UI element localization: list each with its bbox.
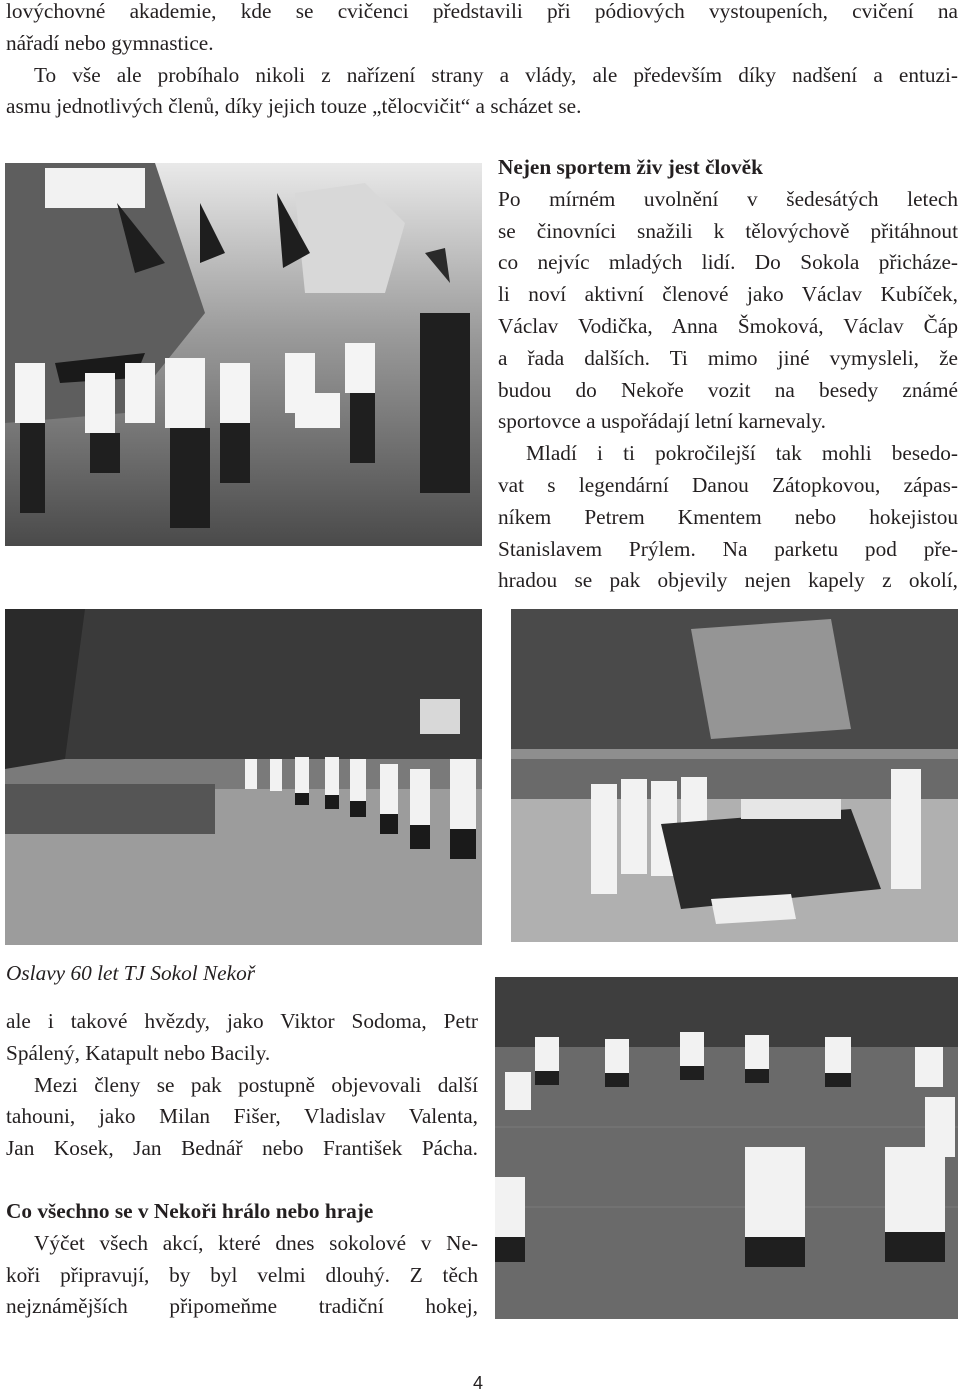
gymnasts-line-photo xyxy=(5,609,482,945)
text-line: To vše ale probíhalo nikoli z nařízení strany a vlády, ale především díky nadšení a entuzi- xyxy=(34,62,958,87)
trampoline-photo xyxy=(511,609,958,942)
text-line: koři připravují, by byl velmi dlouhý. Z těch xyxy=(6,1262,478,1287)
text-line: Jan Kosek, Jan Bednář nebo František Pácha. xyxy=(6,1136,478,1161)
text-line: lovýchovné akademie, kde se cvičenci představili při pódiových vystoupeních, cvičení na xyxy=(6,0,958,23)
text-line: Stanislavem Prýlem. Na parketu pod pře- xyxy=(498,536,958,561)
text-line: Mezi členy se pak postupně objevovali další xyxy=(34,1072,478,1097)
parade-photo-graphic xyxy=(5,163,482,546)
section-stars xyxy=(6,1006,478,1165)
trampoline-graphic xyxy=(511,609,958,942)
text-line: budou do Nekoře vozit na besedy známé xyxy=(498,377,958,402)
page-number: 4 xyxy=(473,1373,484,1393)
text-line: nejznámějších připomeňme tradiční hokej, xyxy=(6,1294,478,1319)
text-line: Po mírném uvolnění v šedesátých letech xyxy=(498,186,958,211)
section-heading: Nejen sportem živ jest člověk xyxy=(498,155,763,179)
text-line: asmu jednotlivých členů, díky jejich touze „tělocvičit“ a scházet se. xyxy=(6,94,582,119)
text-line: níkem Petrem Kmentem nebo hokejistou xyxy=(498,504,958,529)
text-line: Mladí i ti pokročilejší tak mohli besedo- xyxy=(526,441,958,466)
text-line: vat s legendární Danou Zátopkovou, zápas- xyxy=(498,472,958,497)
text-line: nářadí nebo gymnastice. xyxy=(6,30,214,55)
text-line: co nejvíc mladých lidí. Do Sokola přicháze- xyxy=(498,250,958,275)
text-line: Výčet všech akcí, které dnes sokolové v Ne- xyxy=(34,1230,478,1255)
section-heading: Co všechno se v Nekoři hrálo nebo hraje xyxy=(6,1199,374,1223)
children-gymnastics-graphic xyxy=(495,977,958,1319)
text-line: hradou se pak objevily nejen kapely z okolí, xyxy=(498,568,958,593)
text-line: se činovníci snažili k tělovýchově přitáhnout xyxy=(498,218,958,243)
text-line: a řada dalších. Ti mimo jiné vymysleli, že xyxy=(498,345,958,370)
section-sport xyxy=(498,152,958,597)
parade-photo xyxy=(5,163,482,546)
text-line: tahouni, jako Milan Fišer, Vladislav Valenta, xyxy=(6,1104,478,1129)
text-line: li noví aktivní členové jako Václav Kubíček, xyxy=(498,282,958,307)
text-line: Václav Vodička, Anna Šmoková, Václav Čáp xyxy=(498,313,958,338)
photo-caption: Oslavy 60 let TJ Sokol Nekoř xyxy=(6,961,256,985)
text-line: ale i takové hvězdy, jako Viktor Sodoma, Petr xyxy=(6,1009,478,1033)
text-line: sportovce a uspořádají letní karnevaly. xyxy=(498,409,827,434)
section-events xyxy=(6,1196,478,1323)
intro-paragraph xyxy=(6,0,958,123)
gymnasts-line-graphic xyxy=(5,609,482,945)
children-gymnastics-photo xyxy=(495,977,958,1319)
text-line: Spálený, Katapult nebo Bacily. xyxy=(6,1040,271,1065)
